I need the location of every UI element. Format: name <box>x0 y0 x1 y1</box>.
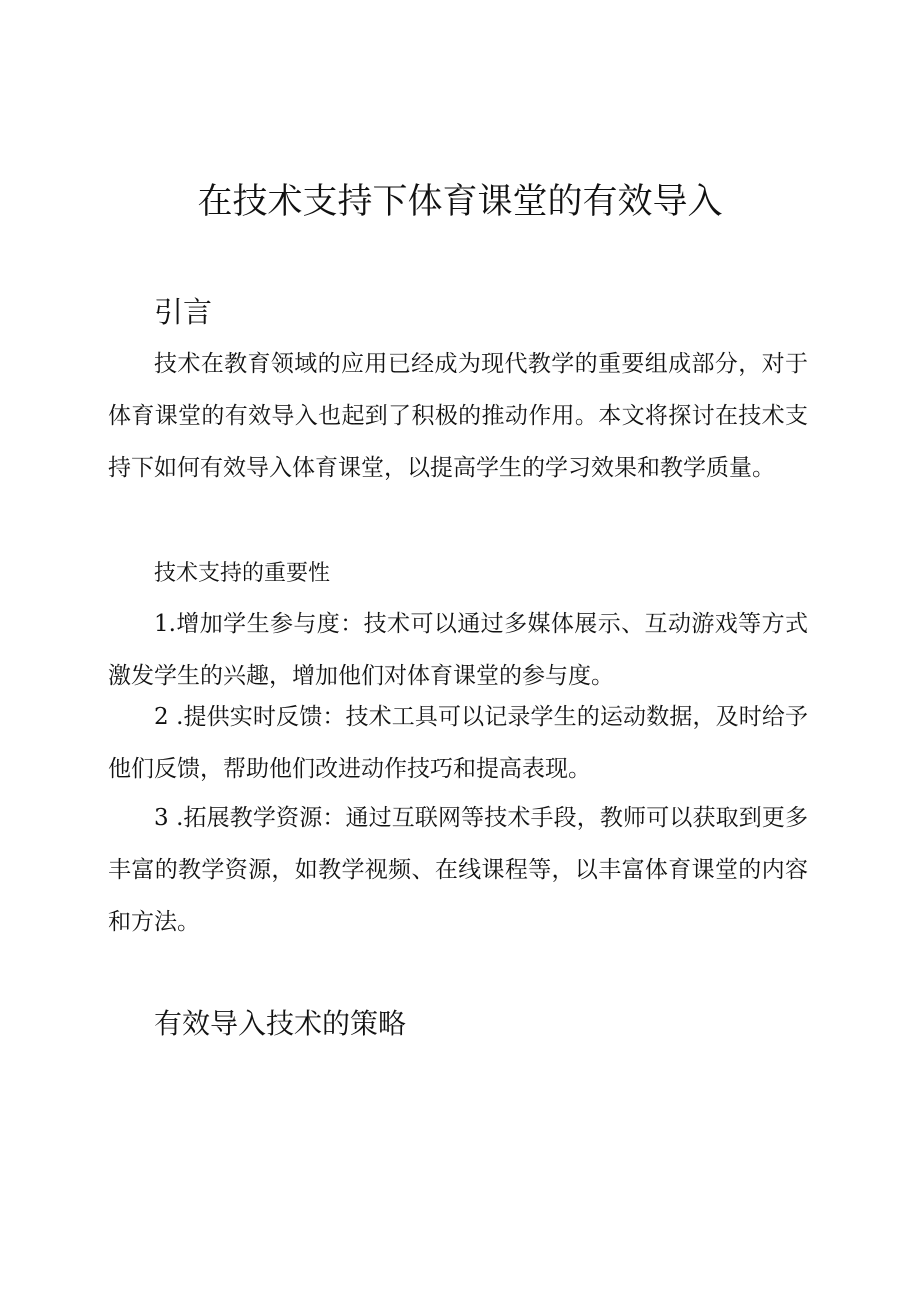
intro-paragraph: 技术在教育领域的应用已经成为现代教学的重要组成部分，对于体育课堂的有效导入也起到了积极的推动作用。本文将探讨在技术支持下如何有效导入体育课堂，以提高学生的学习效果和教学质量。 <box>108 351 808 481</box>
document-title: 在技术支持下体育课堂的有效导入 <box>197 182 723 222</box>
importance-item-3: 3 .拓展教学资源：通过互联网等技术手段，教师可以获取到更多丰富的教学资源，如教学视频、在线课程等，以丰富体育课堂的内容和方法。 <box>108 805 808 935</box>
importance-heading: 技术支持的重要性 <box>154 561 331 586</box>
importance-item-2: 2 .提供实时反馈：技术工具可以记录学生的运动数据，及时给予他们反馈，帮助他们改进动作技巧和提高表现。 <box>108 704 808 782</box>
intro-heading: 引言 <box>154 295 213 329</box>
strategy-heading: 有效导入技术的策略 <box>154 1007 407 1040</box>
importance-item-1: 1.增加学生参与度：技术可以通过多媒体展示、互动游戏等方式激发学生的兴趣，增加他们对体育课堂的参与度。 <box>108 611 808 689</box>
